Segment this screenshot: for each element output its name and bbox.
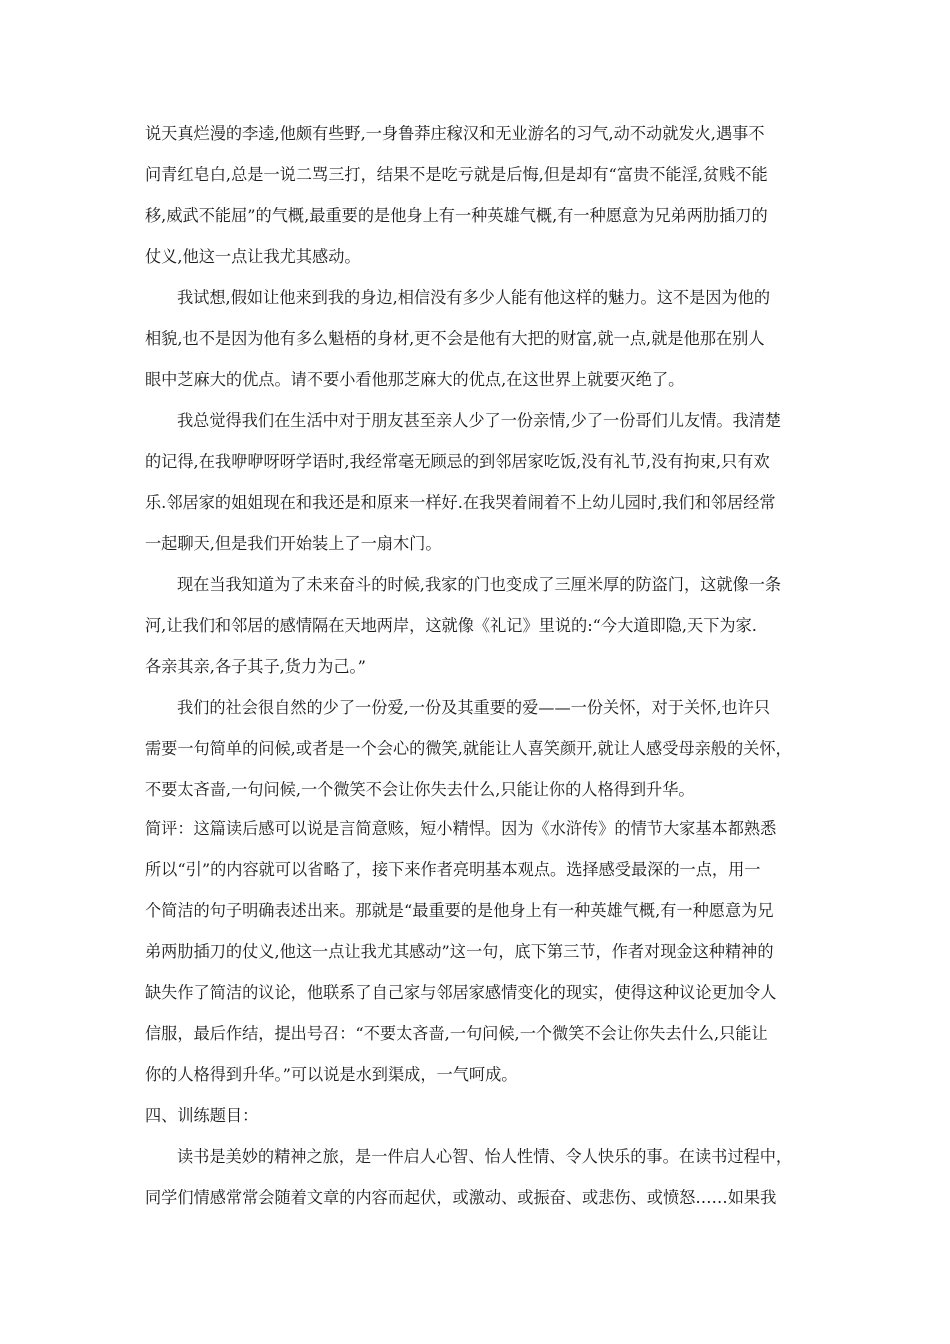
text-line: 读书是美妙的精神之旅，是一件启人心智、怡人性情、令人快乐的事。在读书过程中， [177,1147,793,1166]
text-line: 信服，最后作结，提出号召：“不要太吝啬,一句问候,一个微笑不会让你失去什么,只能让 [145,1024,768,1043]
text-line: 个简洁的句子明确表述出来。那就是“最重要的是他身上有一种英雄气概,有一种愿意为兄 [145,901,774,920]
text-line: 移,威武不能屈”的气概,最重要的是他身上有一种英雄气概,有一种愿意为兄弟两肋插刀的 [145,206,768,225]
text-line: 问青红皂白,总是一说二骂三打，结果不是吃亏就是后悔,但是却有“富贵不能淫,贫贱不能 [145,165,768,184]
text-line: 简评：这篇读后感可以说是言简意赅，短小精悍。因为《水浒传》的情节大家基本都熟悉 [145,819,777,838]
text-line: 现在当我知道为了未来奋斗的时候,我家的门也变成了三厘米厚的防盗门，这就像一条 [177,575,782,594]
text-line: 一起聊天,但是我们开始装上了一扇木门。 [145,534,442,553]
section-heading: 四、训练题目： [145,1106,259,1125]
text-line: 我们的社会很自然的少了一份爱,一份及其重要的爱——一份关怀，对于关怀,也许只 [177,698,771,717]
text-line: 各亲其亲,各子其子,货力为己。” [145,657,366,676]
text-line: 的记得,在我咿咿呀呀学语时,我经常毫无顾忌的到邻居家吃饭,没有礼节,没有拘束,只有欢 [145,452,770,471]
text-line: 我试想,假如让他来到我的身边,相信没有多少人能有他这样的魅力。这不是因为他的 [177,288,771,307]
text-line: 你的人格得到升华。”可以说是水到渠成，一气呵成。 [145,1065,518,1084]
text-line: 同学们情感常常会随着文章的内容而起伏，或激动、或振奋、或悲伤、或愤怒……如果我 [145,1188,777,1207]
text-line: 乐.邻居家的姐姐现在和我还是和原来一样好.在我哭着闹着不上幼儿园时,我们和邻居经常 [145,493,776,512]
text-line: 说天真烂漫的李逵,他颇有些野,一身鲁莽庄稼汉和无业游名的习气,动不动就发火,遇事不 [145,124,765,143]
text-line: 缺失作了简洁的议论，他联系了自己家与邻居家感情变化的现实，使得这种议论更加令人 [145,983,777,1002]
text-line: 需要一句简单的问候,或者是一个会心的微笑,就能让人喜笑颜开,就让人感受母亲般的关怀， [145,739,792,758]
text-line: 我总觉得我们在生活中对于朋友甚至亲人少了一份亲情,少了一份哥们儿友情。我清楚 [177,411,782,430]
text-line: 眼中芝麻大的优点。请不要小看他那芝麻大的优点,在这世界上就要灭绝了。 [145,370,685,389]
text-line: 不要太吝啬,一句问候,一个微笑不会让你失去什么,只能让你的人格得到升华。 [145,780,695,799]
text-line: 所以“引”的内容就可以省略了，接下来作者亮明基本观点。选择感受最深的一点，用一 [145,860,761,879]
text-line: 相貌,也不是因为他有多么魁梧的身材,更不会是他有大把的财富,就一点,就是他那在别人 [145,329,765,348]
text-line: 仗义,他这一点让我尤其感动。 [145,247,361,266]
text-line: 弟两肋插刀的仗义,他这一点让我尤其感动”这一句，底下第三节，作者对现金这种精神的 [145,942,774,961]
text-line: 河,让我们和邻居的感情隔在天地两岸，这就像《礼记》里说的:“今大道即隐,天下为家. [145,616,757,635]
